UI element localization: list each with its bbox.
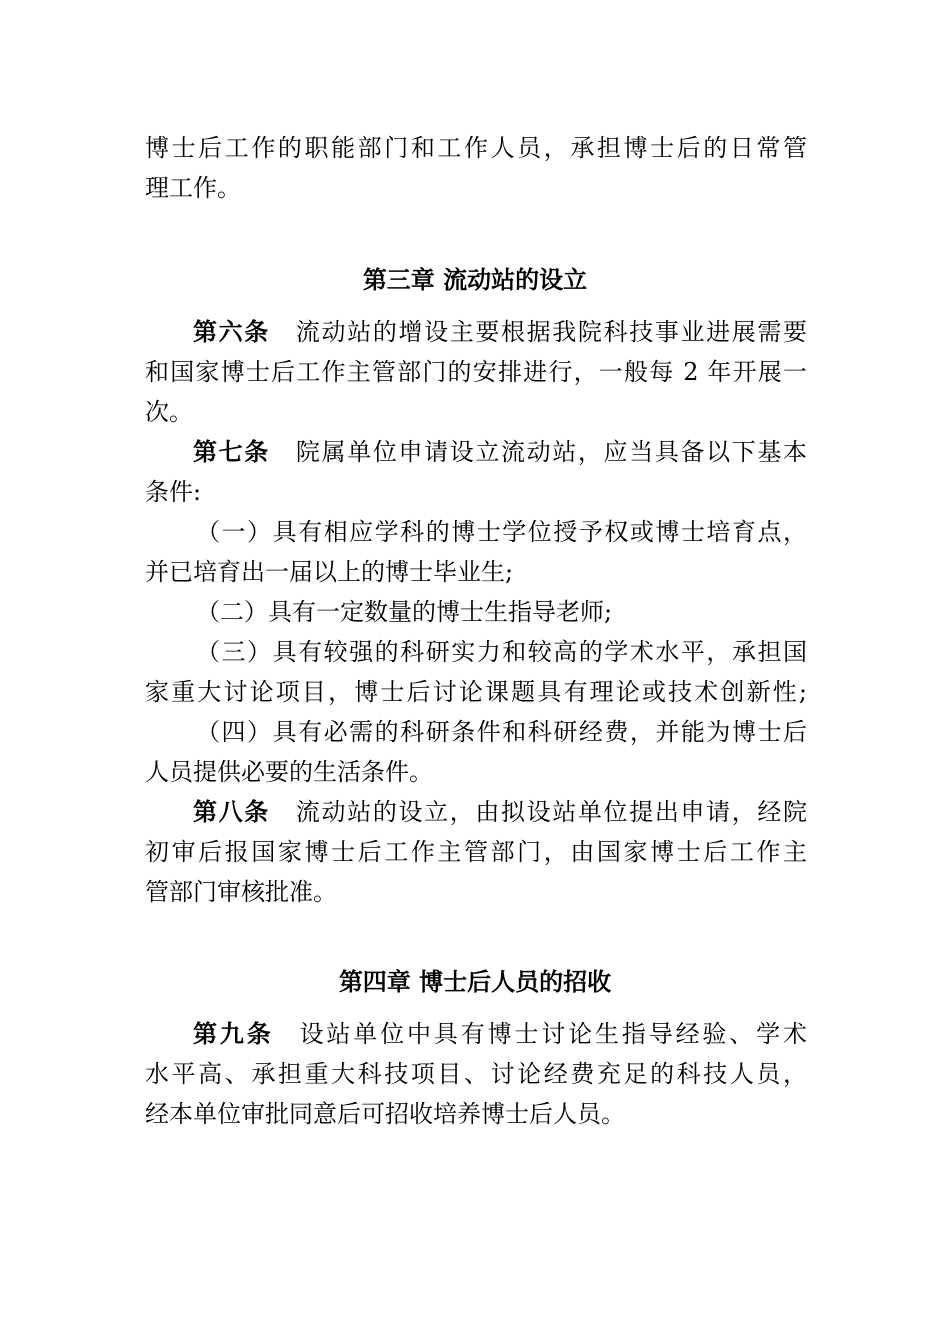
chapter-heading: 第三章 流动站的设立 bbox=[362, 265, 588, 294]
paragraph-line: 理工作。 bbox=[145, 174, 241, 202]
paragraph-line: 博士后工作的职能部门和工作人员，承担博士后的日常管 bbox=[145, 134, 807, 162]
paragraph-line: 家重大讨论项目，博士后讨论课题具有理论或技术创新性; bbox=[145, 678, 807, 706]
list-item-4: （四）具有必需的科研条件和科研经费，并能为博士后 bbox=[196, 718, 807, 746]
article-9-line bbox=[193, 1016, 807, 1052]
list-item-3: （三）具有较强的科研实力和较高的学术水平，承担国 bbox=[196, 638, 807, 666]
paragraph-line: 和国家博士后工作主管部门的安排进行，一般每 2 年开展一 bbox=[145, 358, 807, 386]
article-text: 设站单位中具有博士讨论生指导经验、学术 bbox=[299, 1020, 808, 1048]
article-text: 院属单位申请设立流动站，应当具备以下基本 bbox=[295, 438, 808, 466]
article-8-line bbox=[193, 794, 807, 830]
article-label: 第九条 bbox=[193, 1019, 274, 1048]
article-label: 第七条 bbox=[193, 437, 270, 466]
article-text: 流动站的增设主要根据我院科技事业进展需要 bbox=[295, 318, 808, 346]
list-item-1: （一）具有相应学科的博士学位授予权或博士培育点， bbox=[196, 518, 807, 546]
paragraph-line: 次。 bbox=[145, 398, 193, 426]
paragraph-line: 条件: bbox=[145, 478, 202, 506]
list-item-2: （二）具有一定数量的博士生指导老师; bbox=[196, 598, 613, 626]
article-text: 流动站的设立，由拟设站单位提出申请，经院 bbox=[295, 798, 808, 826]
paragraph-line: 并已培育出一届以上的博士毕业生; bbox=[145, 558, 514, 586]
paragraph-line: 水平高、承担重大科技项目、讨论经费充足的科技人员， bbox=[145, 1060, 807, 1088]
article-label: 第六条 bbox=[193, 317, 270, 346]
paragraph-line: 管部门审核批准。 bbox=[145, 878, 337, 906]
paragraph-line: 经本单位审批同意后可招收培养博士后人员。 bbox=[145, 1100, 625, 1128]
article-6-line bbox=[193, 314, 807, 350]
chapter-heading: 第四章 博士后人员的招收 bbox=[338, 967, 612, 996]
article-7-line bbox=[193, 434, 807, 470]
article-label: 第八条 bbox=[193, 797, 270, 826]
paragraph-line: 人员提供必要的生活条件。 bbox=[145, 758, 433, 786]
paragraph-line: 初审后报国家博士后工作主管部门，由国家博士后工作主 bbox=[145, 838, 807, 866]
